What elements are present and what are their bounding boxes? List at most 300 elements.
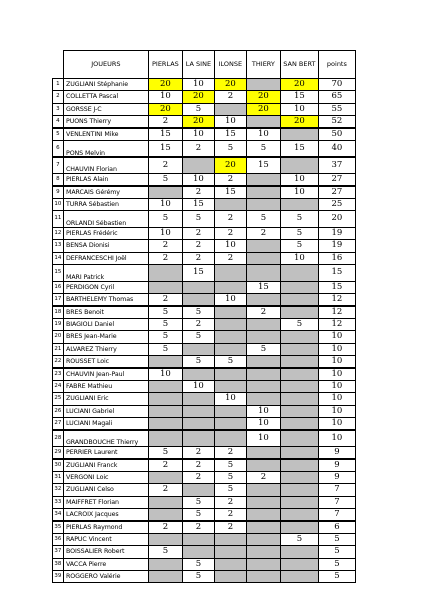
event-score [280,293,319,306]
event-score: 10 [280,186,319,199]
event-score [214,281,247,294]
row-rank: 1 [52,78,64,91]
event-score [246,496,281,509]
player-name: ALVAREZ Thierry [63,343,149,356]
row-total: 7 [318,508,356,521]
header-event: PIERLAS [148,50,183,79]
event-score: 2 [182,227,215,240]
event-score [148,186,183,199]
row-rank: 21 [52,343,64,356]
row-rank: 4 [52,115,64,128]
row-total: 5 [318,545,356,558]
event-score [214,103,247,116]
event-score [246,173,281,186]
event-score [214,264,247,281]
event-score [246,293,281,306]
player-name: ORLANDI Sébastien [63,210,149,227]
row-rank: 24 [52,380,64,393]
row-rank: 32 [52,483,64,496]
event-score [246,459,281,472]
event-score [246,446,281,459]
event-score [246,330,281,343]
row-total: 50 [318,128,356,141]
row-rank: 29 [52,446,64,459]
row-total: 7 [318,483,356,496]
event-score [182,157,215,174]
event-score [148,417,183,430]
event-score: 2 [182,471,215,484]
row-total: 12 [318,306,356,319]
player-name: CHAUVIN Florian [63,157,149,174]
event-score: 5 [214,471,247,484]
event-score [280,508,319,521]
event-score: 2 [214,521,247,534]
event-score: 5 [182,558,215,571]
row-rank: 15 [52,264,64,281]
event-score: 15 [280,140,319,157]
event-score [148,558,183,571]
player-name: PIERLAS Raymond [63,521,149,534]
row-rank: 18 [52,306,64,319]
event-score: 2 [214,173,247,186]
event-score: 5 [148,446,183,459]
event-score: 15 [214,128,247,141]
header-event: SAN BERT [280,50,319,79]
event-score [182,343,215,356]
row-rank: 8 [52,173,64,186]
event-score [214,198,247,211]
event-score: 10 [182,173,215,186]
player-name: BRES Benoit [63,306,149,319]
row-rank: 22 [52,355,64,368]
event-score: 5 [214,459,247,472]
event-score [148,533,183,546]
event-score: 15 [246,157,281,174]
event-score: 5 [148,343,183,356]
event-score: 10 [280,103,319,116]
event-score [280,483,319,496]
event-score [214,558,247,571]
event-score: 2 [148,252,183,265]
event-score [182,417,215,430]
row-total: 10 [318,355,356,368]
header-event: THIERY [246,50,281,79]
player-name: ZUGLIANI Stéphanie [63,78,149,91]
event-score: 10 [148,227,183,240]
row-total: 19 [318,227,356,240]
row-rank: 17 [52,293,64,306]
row-rank: 26 [52,405,64,418]
row-rank: 36 [52,533,64,546]
event-score [280,446,319,459]
player-name: LUCIANI Gabriel [63,405,149,418]
event-score [148,496,183,509]
event-score: 2 [246,471,281,484]
event-score [280,355,319,368]
event-score [246,318,281,331]
player-name: VENLENTINI Mike [63,128,149,141]
row-total: 12 [318,318,356,331]
event-score: 15 [148,128,183,141]
event-score [280,281,319,294]
event-score [280,545,319,558]
row-total: 27 [318,186,356,199]
player-name: PUONS Thierry [63,115,149,128]
event-score [246,392,281,405]
event-score [280,405,319,418]
event-score [214,417,247,430]
event-score [182,545,215,558]
event-score [246,508,281,521]
event-score: 2 [246,306,281,319]
row-total: 9 [318,446,356,459]
row-rank: 31 [52,471,64,484]
player-name: BOISSALIER Robert [63,545,149,558]
event-score: 5 [148,318,183,331]
player-name: GRANDBOUCHE Thierry [63,430,149,447]
event-score: 2 [246,227,281,240]
event-score: 10 [280,252,319,265]
event-score [182,368,215,381]
player-name: GORSSE J-C [63,103,149,116]
header-event: ILONSE [214,50,247,79]
row-rank: 38 [52,558,64,571]
event-score: 5 [214,483,247,496]
row-total: 9 [318,471,356,484]
event-score: 10 [214,293,247,306]
row-total: 65 [318,90,356,103]
event-score: 5 [148,330,183,343]
row-total: 19 [318,239,356,252]
row-total: 7 [318,496,356,509]
event-score [148,405,183,418]
event-score: 20 [182,90,215,103]
row-rank: 14 [52,252,64,265]
event-score: 2 [182,459,215,472]
event-score: 5 [182,570,215,583]
event-score: 5 [182,496,215,509]
event-score: 10 [148,368,183,381]
event-score [182,281,215,294]
event-score: 15 [182,198,215,211]
player-name: BRES Jean-Marie [63,330,149,343]
event-score [280,430,319,447]
player-name: ROUSSET Loic [63,355,149,368]
event-score [246,115,281,128]
row-total: 5 [318,558,356,571]
row-rank: 33 [52,496,64,509]
player-name: PERRIER Laurent [63,446,149,459]
player-name: MARCAIS Gérémy [63,186,149,199]
event-score: 10 [246,405,281,418]
event-score: 2 [148,239,183,252]
row-rank: 7 [52,157,64,174]
event-score: 5 [280,227,319,240]
event-score [148,430,183,447]
player-name: PIERLAS Frédéric [63,227,149,240]
player-name: TURRA Sébastien [63,198,149,211]
event-score: 2 [148,115,183,128]
row-total: 16 [318,252,356,265]
event-score [214,570,247,583]
event-score [280,306,319,319]
event-score: 20 [148,78,183,91]
row-total: 12 [318,293,356,306]
row-total: 9 [318,459,356,472]
row-rank: 28 [52,430,64,447]
event-score: 10 [148,90,183,103]
row-rank: 23 [52,368,64,381]
event-score: 15 [246,281,281,294]
event-score [280,330,319,343]
row-rank: 2 [52,90,64,103]
player-name: VACCA Pierre [63,558,149,571]
event-score [246,380,281,393]
row-rank: 12 [52,227,64,240]
player-name: RAPUC Vincent [63,533,149,546]
event-score: 5 [148,210,183,227]
event-score: 2 [148,521,183,534]
player-name: ROGGERO Valérie [63,570,149,583]
player-name: CHAUVIN Jean-Paul [63,368,149,381]
row-total: 10 [318,405,356,418]
row-total: 10 [318,417,356,430]
event-score: 5 [246,140,281,157]
row-rank: 10 [52,198,64,211]
player-name: ZUGLIANI Franck [63,459,149,472]
player-name: FABRE Mathieu [63,380,149,393]
event-score: 5 [214,355,247,368]
event-score [148,508,183,521]
event-score: 15 [214,186,247,199]
row-total: 70 [318,78,356,91]
event-score [148,264,183,281]
event-score [182,405,215,418]
row-total: 15 [318,264,356,281]
player-name: PERDIGON Cyril [63,281,149,294]
player-name: DEFRANCESCHI Joël [63,252,149,265]
player-name: MARI Patrick [63,264,149,281]
event-score: 2 [182,239,215,252]
event-score: 2 [214,252,247,265]
event-score: 5 [182,103,215,116]
player-name: ZUGLIANI Eric [63,392,149,405]
row-rank: 6 [52,140,64,157]
event-score: 10 [246,128,281,141]
row-total: 20 [318,210,356,227]
event-score [280,343,319,356]
event-score [280,198,319,211]
event-score [246,521,281,534]
event-score: 20 [182,115,215,128]
row-rank: 13 [52,239,64,252]
event-score: 20 [280,115,319,128]
player-name: BARTHELEMY Thomas [63,293,149,306]
event-score: 2 [148,459,183,472]
event-score: 2 [148,483,183,496]
event-score [246,570,281,583]
event-score: 5 [148,306,183,319]
row-total: 15 [318,281,356,294]
event-score: 2 [182,446,215,459]
event-score [214,343,247,356]
event-score [148,392,183,405]
event-score [246,252,281,265]
event-score: 10 [182,380,215,393]
event-score [182,293,215,306]
event-score [182,533,215,546]
row-total: 10 [318,330,356,343]
event-score: 5 [182,355,215,368]
row-rank: 3 [52,103,64,116]
event-score: 10 [182,128,215,141]
player-name: ZUGLIANI Celso [63,483,149,496]
event-score: 10 [214,115,247,128]
event-score: 5 [280,533,319,546]
row-total: 10 [318,392,356,405]
player-name: BIAGIOLI Daniel [63,318,149,331]
event-score [148,570,183,583]
event-score [148,380,183,393]
event-score: 15 [280,90,319,103]
row-total: 10 [318,368,356,381]
event-score: 2 [214,90,247,103]
event-score [182,430,215,447]
event-score: 2 [214,508,247,521]
event-score [280,471,319,484]
event-score [246,239,281,252]
event-score [182,483,215,496]
row-total: 10 [318,380,356,393]
row-total: 40 [318,140,356,157]
event-score: 5 [214,140,247,157]
player-name: LUCIANI Magali [63,417,149,430]
row-total: 10 [318,343,356,356]
event-score [246,78,281,91]
event-score [214,405,247,418]
event-score: 2 [148,293,183,306]
row-rank: 39 [52,570,64,583]
row-total: 55 [318,103,356,116]
event-score: 2 [182,186,215,199]
event-score [280,157,319,174]
event-score [214,533,247,546]
event-score [280,128,319,141]
event-score [280,417,319,430]
event-score [148,281,183,294]
event-score [280,558,319,571]
event-score: 2 [182,318,215,331]
event-score: 5 [246,343,281,356]
event-score [280,521,319,534]
header-event: LA SINE [182,50,215,79]
event-score [280,264,319,281]
event-score [214,430,247,447]
event-score: 5 [182,210,215,227]
event-score [280,570,319,583]
event-score [148,355,183,368]
row-total: 5 [318,533,356,546]
event-score [214,368,247,381]
row-rank: 5 [52,128,64,141]
event-score: 10 [214,392,247,405]
row-rank: 9 [52,186,64,199]
row-total: 25 [318,198,356,211]
event-score: 5 [182,508,215,521]
player-name: LACROIX Jacques [63,508,149,521]
event-score: 20 [280,78,319,91]
event-score [214,545,247,558]
event-score: 5 [182,330,215,343]
event-score [214,380,247,393]
row-total: 52 [318,115,356,128]
event-score: 2 [182,252,215,265]
event-score [246,186,281,199]
event-score: 10 [246,430,281,447]
header-player: JOUEURS [63,50,149,79]
event-score: 20 [214,157,247,174]
event-score [214,318,247,331]
event-score: 5 [148,545,183,558]
event-score [214,330,247,343]
event-score: 20 [246,90,281,103]
row-total: 5 [318,570,356,583]
player-name: VERGONI Loic [63,471,149,484]
event-score: 20 [214,78,247,91]
row-rank: 30 [52,459,64,472]
row-total: 10 [318,430,356,447]
event-score: 20 [246,103,281,116]
event-score [246,545,281,558]
event-score: 2 [214,496,247,509]
event-score: 5 [148,173,183,186]
event-score [280,380,319,393]
header-points: points [318,50,356,79]
event-score: 10 [214,239,247,252]
row-rank: 20 [52,330,64,343]
event-score: 10 [148,198,183,211]
row-rank: 35 [52,521,64,534]
player-name: PONS Melvin [63,140,149,157]
row-rank: 19 [52,318,64,331]
player-name: COLLETTA Pascal [63,90,149,103]
row-total: 27 [318,173,356,186]
player-name: BENSA Dionisi [63,239,149,252]
event-score [214,306,247,319]
event-score [280,459,319,472]
event-score: 2 [214,446,247,459]
event-score: 10 [246,417,281,430]
event-score: 5 [182,306,215,319]
event-score: 15 [148,140,183,157]
row-rank: 16 [52,281,64,294]
row-rank: 34 [52,508,64,521]
event-score: 10 [182,78,215,91]
event-score [246,533,281,546]
event-score [182,392,215,405]
player-name: MAIFFRET Florian [63,496,149,509]
event-score: 5 [280,239,319,252]
event-score: 5 [280,318,319,331]
row-rank: 11 [52,210,64,227]
event-score [246,355,281,368]
event-score [148,471,183,484]
event-score: 10 [280,173,319,186]
event-score: 5 [246,210,281,227]
row-rank: 37 [52,545,64,558]
event-score [280,392,319,405]
event-score: 2 [148,157,183,174]
